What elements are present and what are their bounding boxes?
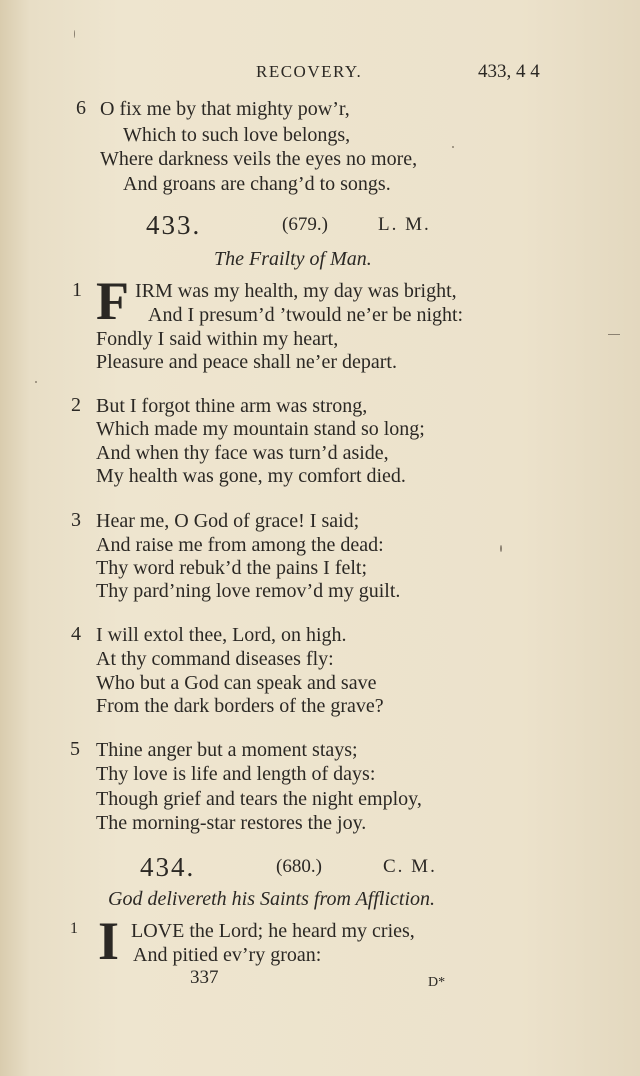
verse-line: Which made my mountain stand so long; [96,418,425,440]
verse-line: Thy word rebuk’d the pains I felt; [96,557,368,579]
hymn-title: God delivereth his Saints from Affliction. [108,888,436,910]
drop-cap: I [98,911,120,971]
hymn-number: 433. [146,210,202,240]
tune-number: (680.) [276,856,322,877]
verse-number: 5 [70,738,80,760]
signature-mark: D* [428,975,446,990]
running-title: RECOVERY. [256,62,363,81]
paper-speck [74,30,75,38]
verse-line: Hear me, O God of grace! I said; [96,510,360,532]
verse-line: I will extol thee, Lord, on high. [96,624,347,646]
verse-line: From the dark borders of the grave? [96,695,384,717]
verse-line: My health was gone, my comfort died. [96,465,406,487]
hymn-title: The Frailty of Man. [214,248,372,270]
verse-number: 6 [76,97,86,119]
verse-line: And pitied ev’ry groan: [133,944,322,966]
hymn-meter: L. M. [378,214,431,235]
verse-line: O fix me by that mighty pow’r, [100,98,350,120]
verse-line: And I presum’d ’twould ne’er be night: [148,304,464,326]
drop-cap: F [96,271,129,331]
verse-line: LOVE the Lord; he heard my cries, [131,920,415,942]
verse-number: 4 [71,623,81,645]
verse-number: 1 [72,279,82,301]
running-hymn-numbers: 433, 4 4 [478,61,540,82]
verse-line: Where darkness veils the eyes no more, [100,148,418,170]
verse-number: 3 [71,509,81,531]
verse-line: Though grief and tears the night employ, [96,788,422,810]
paper-speck [608,334,620,335]
verse-line: Who but a God can speak and save [96,672,377,694]
verse-line: Thine anger but a moment stays; [96,739,358,761]
verse-line: Which to such love belongs, [123,124,351,146]
hymn-meter: C. M. [383,856,437,877]
hymn-number: 434. [140,852,196,882]
verse-line: The morning-star restores the joy. [96,812,367,834]
verse-line: Fondly I said within my heart, [96,328,339,350]
verse-line: Thy pard’ning love remov’d my guilt. [96,580,401,602]
verse-number: 1 [70,920,78,937]
verse-line: Pleasure and peace shall ne’er depart. [96,351,397,373]
verse-line: At thy command diseases fly: [96,648,334,670]
verse-number: 2 [71,394,81,416]
page-number: 337 [190,967,219,988]
verse-line: Thy love is life and length of days: [96,763,376,785]
verse-line: IRM was my health, my day was bright, [135,280,457,302]
paper-speck [35,381,37,383]
tune-number: (679.) [282,214,328,235]
paper-speck [500,545,502,552]
verse-line: And raise me from among the dead: [96,534,384,556]
verse-line: And groans are chang’d to songs. [123,173,391,195]
verse-line: And when thy face was turn’d aside, [96,442,389,464]
paper-speck [452,146,454,148]
verse-line: But I forgot thine arm was strong, [96,395,368,417]
